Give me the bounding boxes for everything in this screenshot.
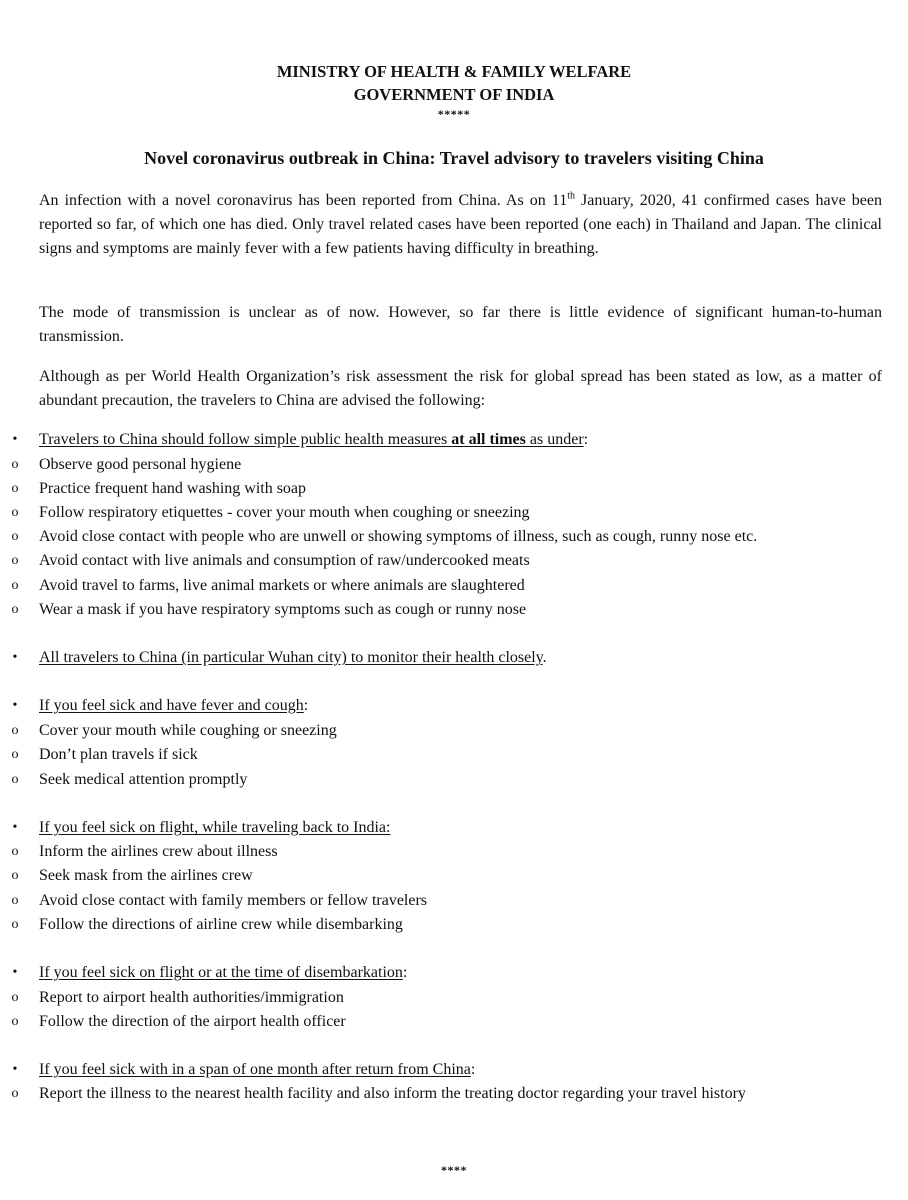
heading-underlined: If you feel sick and have fever and cough bbox=[39, 697, 304, 714]
list-item bbox=[0, 1082, 908, 1106]
list-item bbox=[0, 719, 908, 743]
circle-marker: o bbox=[11, 868, 19, 883]
circle-marker: o bbox=[11, 1014, 19, 1029]
list-item bbox=[0, 477, 908, 501]
list-item bbox=[0, 525, 908, 549]
section-heading-text bbox=[39, 428, 588, 452]
circle-marker: o bbox=[11, 844, 19, 859]
list-item bbox=[0, 768, 908, 792]
section-heading-text bbox=[39, 646, 547, 670]
section-heading-text bbox=[39, 816, 390, 840]
section-heading-monitor-health bbox=[0, 646, 908, 670]
section-heading-public-health bbox=[0, 428, 908, 452]
circle-marker: o bbox=[11, 917, 19, 932]
heading-part-1: Travelers to China should follow simple public health measures bbox=[39, 431, 452, 448]
list-item-text: Avoid contact with live animals and consumption of raw/undercooked meats bbox=[39, 552, 530, 569]
paragraph-infection bbox=[39, 189, 882, 261]
list-item-text: Avoid close contact with family members or fellow travelers bbox=[39, 892, 428, 909]
paragraph-transmission: The mode of transmission is unclear as of now. However, so far there is little evidence of significant human-to-human transmission. bbox=[39, 304, 882, 345]
circle-marker: o bbox=[11, 602, 19, 617]
paragraph-infection-part-a: An infection with a novel coronavirus has been reported from China. As on 11 bbox=[39, 192, 568, 209]
ministry-heading: MINISTRY OF HEALTH & FAMILY WELFARE bbox=[276, 62, 632, 81]
paragraph-infection-part-b: January, 2020, 41 confirmed cases have been reported so far, of which one has died. Only travel related cases have been reported (one each) in Thailand and Japan. The clinical signs and symptoms are mainly fever with a few patients having difficulty in breathing. bbox=[39, 192, 882, 257]
circle-marker: o bbox=[11, 893, 19, 908]
list-item-text: Avoid close contact with people who are unwell or showing symptoms of illness, such as cough, runny nose etc. bbox=[39, 528, 758, 545]
circle-marker: o bbox=[11, 578, 19, 593]
heading-suffix: : bbox=[583, 431, 589, 448]
paragraph-precaution: Although as per World Health Organization’s risk assessment the risk for global spread has been stated as low, as a matter of abundant precaution, the travelers to China are advised the following: bbox=[39, 368, 882, 409]
list-item-text: Report the illness to the nearest health facility and also inform the treating doctor regarding your travel history bbox=[39, 1085, 746, 1102]
advisory-title: Novel coronavirus outbreak in China: Travel advisory to travelers visiting China bbox=[144, 148, 764, 168]
list-item bbox=[0, 1010, 908, 1034]
list-item bbox=[0, 864, 908, 888]
heading-underlined: If you feel sick on flight or at the time of disembarkation bbox=[39, 964, 403, 981]
bullet-marker: • bbox=[12, 820, 18, 835]
heading-emphasis: at all times bbox=[451, 431, 526, 448]
list-item bbox=[0, 574, 908, 598]
circle-marker: o bbox=[11, 723, 19, 738]
list-item-text: Follow the directions of airline crew while disembarking bbox=[39, 916, 403, 933]
list-item bbox=[0, 840, 908, 864]
section-heading-after-return bbox=[0, 1058, 908, 1082]
list-item bbox=[0, 598, 908, 622]
list-item bbox=[0, 549, 908, 573]
bullet-marker: • bbox=[12, 965, 18, 980]
section-heading-fever-cough bbox=[0, 694, 908, 718]
heading-suffix: : bbox=[402, 964, 408, 981]
list-item-text: Wear a mask if you have respiratory symptoms such as cough or runny nose bbox=[39, 601, 527, 618]
ordinal-suffix: th bbox=[567, 190, 575, 202]
list-item bbox=[0, 889, 908, 913]
list-item-text: Observe good personal hygiene bbox=[39, 456, 242, 473]
circle-marker: o bbox=[11, 505, 19, 520]
heading-suffix: : bbox=[470, 1061, 476, 1078]
header-stars: ***** bbox=[437, 107, 471, 121]
circle-marker: o bbox=[11, 481, 19, 496]
heading-suffix: . bbox=[542, 649, 547, 666]
section-heading-text bbox=[39, 1058, 475, 1082]
footer-stars: **** bbox=[441, 1163, 467, 1177]
list-item bbox=[0, 501, 908, 525]
bullet-marker: • bbox=[12, 432, 18, 447]
list-item-text: Inform the airlines crew about illness bbox=[39, 843, 278, 860]
circle-marker: o bbox=[11, 529, 19, 544]
circle-marker: o bbox=[11, 772, 19, 787]
list-item-text: Don’t plan travels if sick bbox=[39, 746, 198, 763]
bullet-marker: • bbox=[12, 650, 18, 665]
heading-underlined: All travelers to China (in particular Wuhan city) to monitor their health closely bbox=[39, 649, 543, 666]
list-item-text: Seek mask from the airlines crew bbox=[39, 867, 253, 884]
circle-marker: o bbox=[11, 747, 19, 762]
list-item bbox=[0, 913, 908, 937]
bullet-marker: • bbox=[12, 1062, 18, 1077]
heading-part-3: as under bbox=[525, 431, 584, 448]
heading-underlined: If you feel sick on flight, while traveling back to India: bbox=[39, 819, 391, 836]
bullet-marker: • bbox=[12, 698, 18, 713]
list-item bbox=[0, 453, 908, 477]
list-item-text: Cover your mouth while coughing or sneezing bbox=[39, 722, 337, 739]
list-item-text: Follow respiratory etiquettes - cover your mouth when coughing or sneezing bbox=[39, 504, 530, 521]
circle-marker: o bbox=[11, 990, 19, 1005]
section-heading-disembarkation bbox=[0, 961, 908, 985]
heading-underlined: If you feel sick with in a span of one month after return from China bbox=[39, 1061, 471, 1078]
list-item bbox=[0, 743, 908, 767]
list-item-text: Follow the direction of the airport health officer bbox=[39, 1013, 346, 1030]
section-heading-text bbox=[39, 961, 407, 985]
list-item-text: Seek medical attention promptly bbox=[39, 771, 248, 788]
government-heading: GOVERNMENT OF INDIA bbox=[353, 85, 555, 104]
section-heading-text bbox=[39, 694, 308, 718]
circle-marker: o bbox=[11, 553, 19, 568]
list-item-text: Avoid travel to farms, live animal markets or where animals are slaughtered bbox=[39, 577, 525, 594]
circle-marker: o bbox=[11, 1086, 19, 1101]
list-item-text: Practice frequent hand washing with soap bbox=[39, 480, 307, 497]
list-item bbox=[0, 986, 908, 1010]
section-heading-sick-on-flight bbox=[0, 816, 908, 840]
circle-marker: o bbox=[11, 457, 19, 472]
list-item-text: Report to airport health authorities/immigration bbox=[39, 989, 344, 1006]
heading-suffix: : bbox=[303, 697, 309, 714]
